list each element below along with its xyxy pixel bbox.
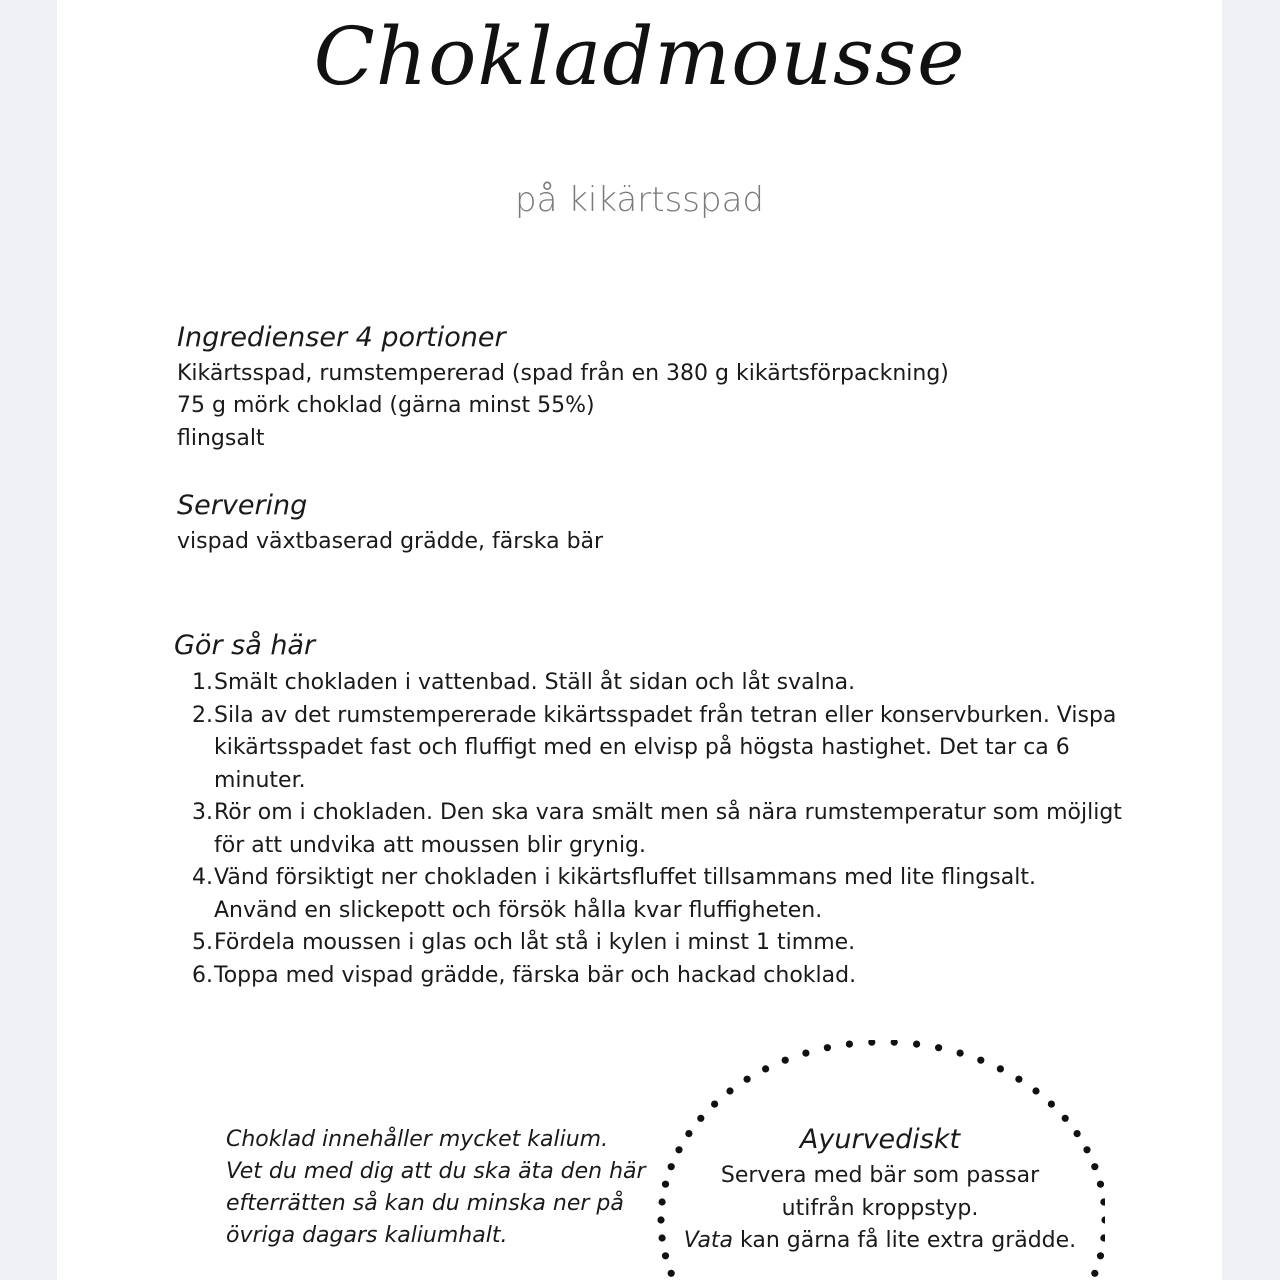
step-number: 1. <box>192 670 213 695</box>
border-dot <box>762 1065 769 1072</box>
step-text: Rör om i chokladen. Den ska vara smält men så nära rumstemperatur som möjligt för att undvika att moussen blir grynig. <box>214 800 1122 858</box>
method-step <box>185 927 1125 960</box>
method-step <box>185 797 1125 862</box>
border-dot <box>1015 1076 1022 1083</box>
step-text: Sila av det rumstempererade kikärtsspadet från tetran eller konservburken. Vispa kikärtsspadet fast och fluffigt med en elvisp på högsta hastighet. Det tar ca 6 minuter. <box>214 702 1117 793</box>
step-number: 4. <box>192 865 213 890</box>
border-dot <box>824 1044 831 1051</box>
border-dot <box>997 1065 1004 1072</box>
step-number: 3. <box>192 800 213 825</box>
border-dot <box>668 1270 675 1277</box>
border-dot <box>782 1057 789 1064</box>
border-dot <box>1091 1270 1098 1277</box>
step-number: 5. <box>192 930 213 955</box>
step-text: Toppa med vispad grädde, färska bär och hackad choklad. <box>214 962 857 988</box>
method-step <box>185 700 1125 798</box>
step-text: Smält chokladen i vattenbad. Ställ åt sidan och låt svalna. <box>214 670 856 695</box>
ayurveda-callout <box>655 1040 1105 1280</box>
note-line: Choklad innehåller mycket kalium. <box>226 1127 609 1152</box>
border-dot <box>957 1050 964 1057</box>
border-dot <box>913 1041 920 1048</box>
note-line: Vet du med dig att du ska äta den här <box>226 1159 646 1184</box>
serving-text: vispad växtbaserad grädde, färska bär <box>177 529 604 554</box>
method-step <box>185 862 1125 927</box>
border-dot <box>711 1101 718 1108</box>
step-text: Fördela moussen i glas och låt stå i kylen i minst 1 timme. <box>214 930 856 955</box>
step-number: 6. <box>192 962 213 988</box>
ingredient-item: Kikärtsspad, rumstempererad (spad från en 380 g kikärtsförpackning) <box>177 361 949 386</box>
ingredient-item: flingsalt <box>177 426 265 451</box>
border-dot <box>744 1076 751 1083</box>
ayurveda-line: utifrån kroppstyp. <box>781 1195 979 1221</box>
border-dot <box>935 1044 942 1051</box>
border-dot <box>1032 1087 1039 1094</box>
border-dot <box>977 1057 984 1064</box>
ingredients-heading: Ingredienser 4 portioner <box>177 322 506 353</box>
ayurveda-vata-rest: kan gärna få lite extra grädde. <box>733 1228 1077 1253</box>
ayurveda-text <box>655 1120 1105 1258</box>
recipe-title: Chokladmousse <box>313 10 966 103</box>
serving-heading: Servering <box>177 490 308 521</box>
ayurveda-vata: Vata <box>683 1228 734 1253</box>
border-dot <box>1048 1101 1055 1108</box>
method-steps <box>185 667 1125 992</box>
ayurveda-title: Ayurvediskt <box>799 1124 961 1155</box>
method-heading: Gör så här <box>174 630 316 661</box>
ayurveda-line <box>655 1225 1105 1258</box>
ayurveda-line: Servera med bär som passar <box>720 1163 1040 1188</box>
border-dot <box>846 1041 853 1048</box>
ingredient-item: 75 g mörk choklad (gärna minst 55%) <box>177 393 595 418</box>
border-dot <box>802 1050 809 1057</box>
border-dot <box>891 1040 898 1046</box>
step-number: 2. <box>192 702 213 728</box>
recipe-subtitle: på kikärtsspad <box>514 180 765 220</box>
border-dot <box>726 1087 733 1094</box>
step-text: Vänd försiktigt ner chokladen i kikärtsfluffet tillsammans med lite flingsalt. Använd en slickepott och försök hålla kvar fluffigheten. <box>214 865 1036 923</box>
note-line: efterrätten så kan du minska ner på <box>226 1191 624 1216</box>
border-dot <box>868 1040 875 1046</box>
method-step <box>185 960 1125 993</box>
method-step <box>185 667 1125 700</box>
potassium-note <box>226 1124 646 1252</box>
recipe-page <box>57 0 1222 1280</box>
note-line: övriga dagars kaliumhalt. <box>226 1223 508 1248</box>
